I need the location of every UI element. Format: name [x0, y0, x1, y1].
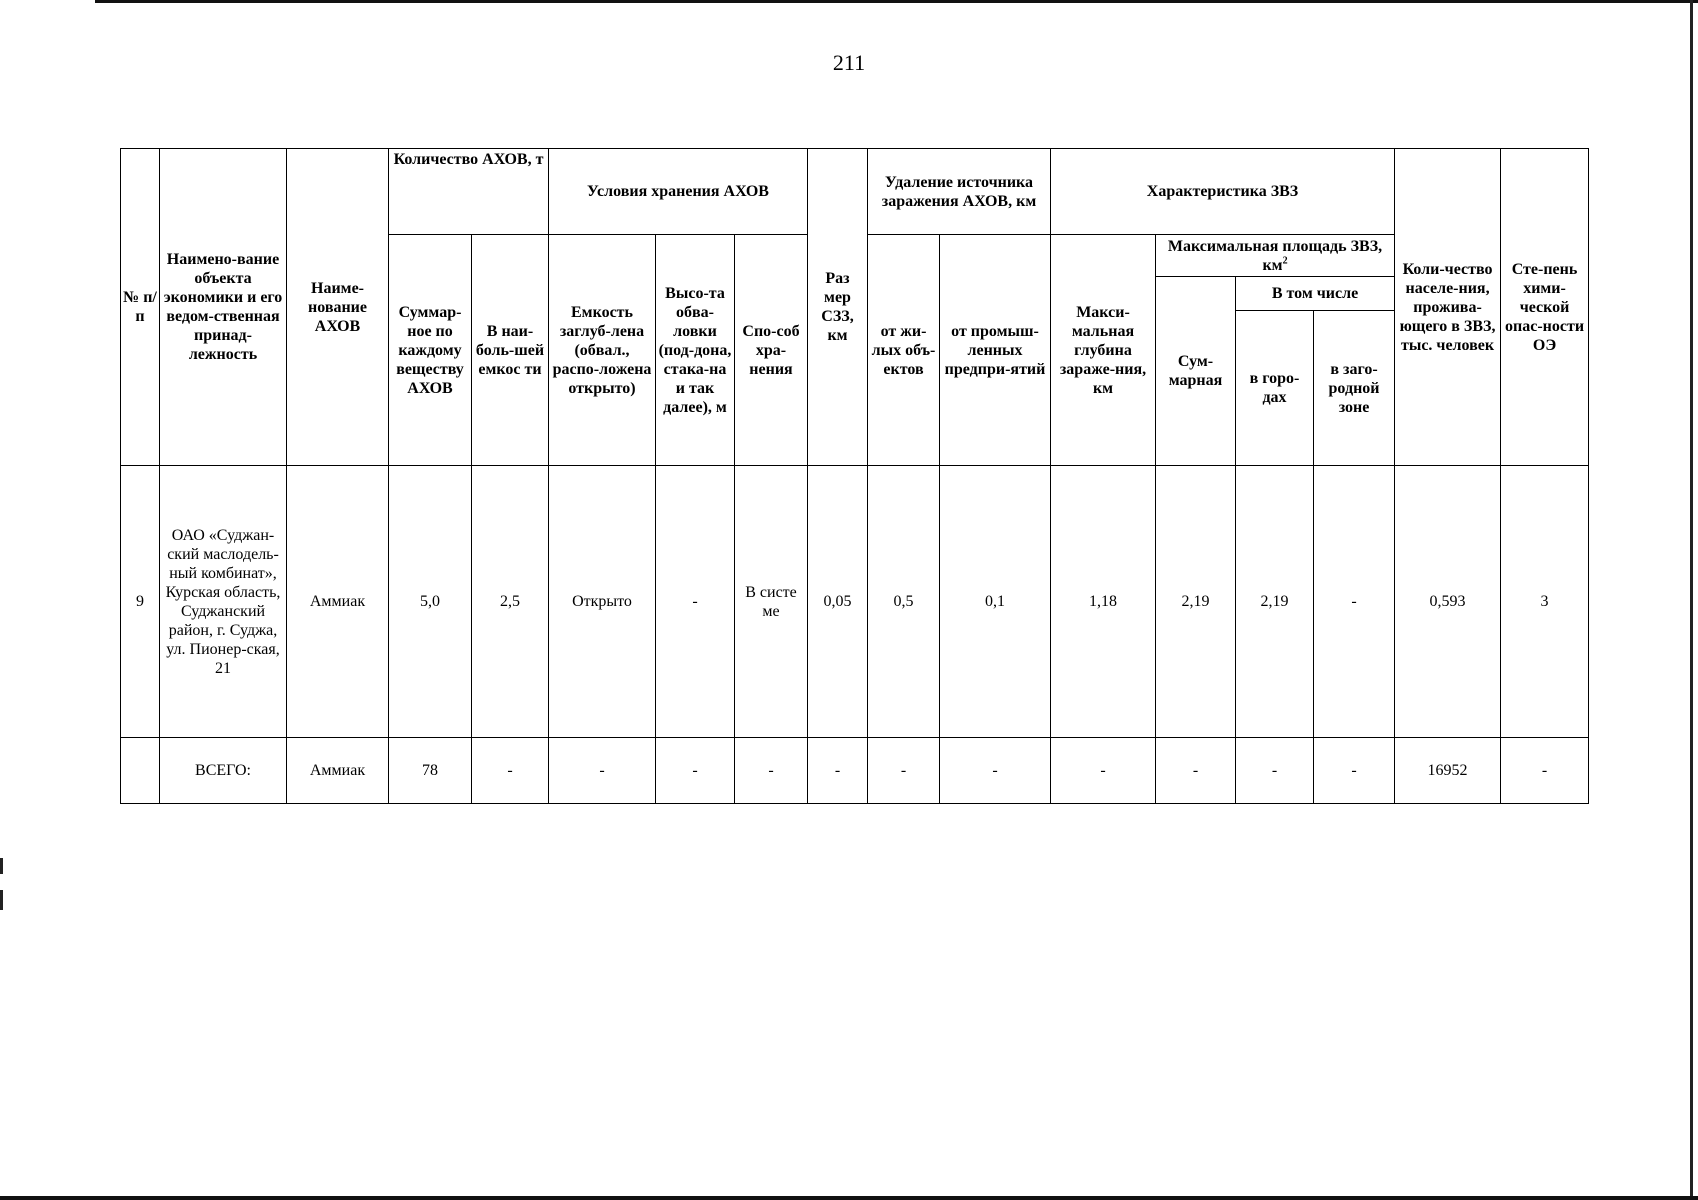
cell-quantity-total: 5,0 — [389, 466, 472, 738]
scan-edge-bottom — [0, 1196, 1698, 1200]
cell-substance-name: Аммиак — [287, 466, 389, 738]
scan-mark-left — [0, 890, 3, 910]
header-area-city: в горо-дах — [1236, 311, 1314, 466]
cell-area-suburban: - — [1314, 738, 1395, 804]
header-storage-method: Спо-соб хра-нения — [735, 235, 808, 466]
cell-total-label: ВСЕГО: — [160, 738, 287, 804]
header-quantity-total: Суммар-ное по каждому веществу АХОВ — [389, 235, 472, 466]
header-quantity-largest: В наи-боль-шей емкос ти — [472, 235, 549, 466]
ahov-table — [120, 148, 1589, 804]
cell-storage-method: - — [735, 738, 808, 804]
cell-storage-method: В систе ме — [735, 466, 808, 738]
cell-distance-residential: 0,5 — [868, 466, 940, 738]
header-row — [121, 149, 1589, 235]
scan-edge-right — [1690, 0, 1693, 1200]
cell-storage-capacity: - — [549, 738, 656, 804]
header-area-suburban: в заго-родной зоне — [1314, 311, 1395, 466]
cell-quantity-largest: 2,5 — [472, 466, 549, 738]
header-max-area-group — [1156, 235, 1395, 277]
header-object-name: Наимено-вание объекта экономики и его ведом-ственная принад-лежность — [160, 149, 287, 466]
cell-hazard-degree: - — [1501, 738, 1589, 804]
cell-hazard-degree: 3 — [1501, 466, 1589, 738]
header-num: № п/п — [121, 149, 160, 466]
cell-storage-capacity: Открыто — [549, 466, 656, 738]
header-quantity-group: Количество АХОВ, т — [389, 149, 549, 235]
header-area-total: Сум-марная — [1156, 277, 1236, 466]
cell-substance-name: Аммиак — [287, 738, 389, 804]
cell-storage-height: - — [656, 738, 735, 804]
cell-quantity-total: 78 — [389, 738, 472, 804]
header-sanitary-zone: Раз мер СЗЗ, км — [808, 149, 868, 466]
cell-distance-industrial: 0,1 — [940, 466, 1051, 738]
table-row — [121, 466, 1589, 738]
scan-edge-top — [95, 0, 1698, 3]
cell-object-name: ОАО «Суджан-ский маслодель-ный комбинат», Курская область, Суджанский район, г. Суджа, ул. Пионер-ская, 21 — [160, 466, 287, 738]
cell-max-depth: - — [1051, 738, 1156, 804]
cell-population: 16952 — [1395, 738, 1501, 804]
table-total-row — [121, 738, 1589, 804]
cell-population: 0,593 — [1395, 466, 1501, 738]
header-storage-height: Высо-та обва-ловки (под-дона, стака-на и так далее), м — [656, 235, 735, 466]
header-max-depth: Макси-мальная глубина зараже-ния, км — [1051, 235, 1156, 466]
cell-area-city: - — [1236, 738, 1314, 804]
header-storage-capacity: Емкость заглуб-лена (обвал., распо-ложена открыто) — [549, 235, 656, 466]
cell-max-depth: 1,18 — [1051, 466, 1156, 738]
header-distance-residential: от жи-лых объ-ектов — [868, 235, 940, 466]
cell-sanitary-zone: 0,05 — [808, 466, 868, 738]
header-distance-industrial: от промыш-ленных предпри-ятий — [940, 235, 1051, 466]
header-distance-group: Удаление источника заражения АХОВ, км — [868, 149, 1051, 235]
header-including-group: В том числе — [1236, 277, 1395, 311]
header-max-area-label: Максимальная площадь ЗВЗ, км — [1167, 237, 1383, 274]
cell-quantity-largest: - — [472, 738, 549, 804]
scan-mark-left — [0, 858, 3, 874]
cell-area-city: 2,19 — [1236, 466, 1314, 738]
cell-storage-height: - — [656, 466, 735, 738]
cell-num: 9 — [121, 466, 160, 738]
cell-sanitary-zone: - — [808, 738, 868, 804]
header-substance-name: Наиме-нование АХОВ — [287, 149, 389, 466]
header-zone-group: Характеристика ЗВЗ — [1051, 149, 1395, 235]
header-population: Коли-чество населе-ния, прожива-ющего в ЗВЗ, тыс. человек — [1395, 149, 1501, 466]
header-hazard-degree: Сте-пень хими-ческой опас-ности ОЭ — [1501, 149, 1589, 466]
cell-area-suburban: - — [1314, 466, 1395, 738]
cell-num — [121, 738, 160, 804]
cell-area-total: 2,19 — [1156, 466, 1236, 738]
header-storage-group: Условия хранения АХОВ — [549, 149, 808, 235]
page-number: 211 — [832, 50, 866, 75]
cell-area-total: - — [1156, 738, 1236, 804]
cell-distance-residential: - — [868, 738, 940, 804]
cell-distance-industrial: - — [940, 738, 1051, 804]
header-max-area-sup: 2 — [1282, 255, 1288, 267]
